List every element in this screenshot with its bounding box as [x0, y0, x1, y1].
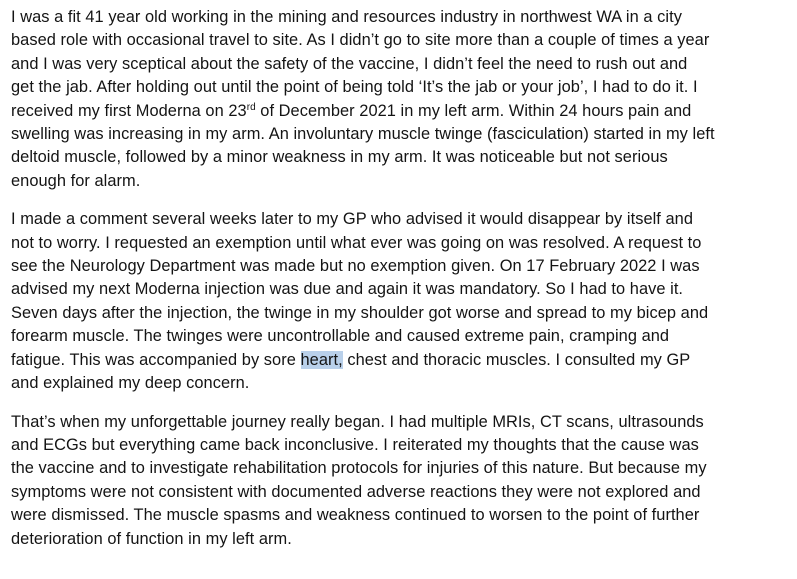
paragraph-line: [11, 349, 795, 372]
paragraph-3: [11, 411, 795, 551]
paragraph-gap: [11, 193, 795, 208]
paragraph-line: forearm muscle. The twinges were uncontrollable and caused extreme pain, cramping and: [11, 327, 670, 346]
paragraph-line: and I was very sceptical about the safety of the vaccine, I didn’t feel the need to rush out and: [11, 54, 688, 73]
paragraph-line: the vaccine and to investigate rehabilitation protocols for injuries of this nature. But because my: [11, 459, 707, 478]
paragraph-line: not to worry. I requested an exemption until what ever was going on was resolved. A request to: [11, 233, 702, 252]
paragraph-line: deltoid muscle, followed by a minor weakness in my arm. It was noticeable but not serious: [11, 148, 668, 167]
paragraph-line: swelling was increasing in my arm. An involuntary muscle twinge (fasciculation) started in my left: [11, 125, 715, 144]
paragraph-line: and explained my deep concern.: [11, 374, 250, 393]
paragraph-line: symptoms were not consistent with documented adverse reactions they were not explored and: [11, 482, 701, 501]
paragraph-1: [11, 6, 795, 193]
paragraph-line: see the Neurology Department was made but no exemption given. On 17 February 2022 I was: [11, 257, 700, 276]
paragraph-line: I made a comment several weeks later to my GP who advised it would disappear by itself and: [11, 210, 694, 229]
line-text: received my first Moderna on 23: [11, 101, 247, 120]
selected-text-highlight[interactable]: heart,: [300, 350, 343, 369]
line-text: fatigue. This was accompanied by sore: [11, 350, 301, 369]
paragraph-line: I was a fit 41 year old working in the mining and resources industry in northwest WA in a city: [11, 8, 682, 26]
paragraph-line: That’s when my unforgettable journey really began. I had multiple MRIs, CT scans, ultrasounds: [11, 412, 704, 431]
paragraph-gap: [11, 396, 795, 411]
paragraph-line: were dismissed. The muscle spasms and weakness continued to worsen to the point of further: [11, 506, 700, 525]
paragraph-2: [11, 208, 795, 395]
line-text: of December 2021 in my left arm. Within 24 hours pain and: [255, 101, 692, 120]
paragraph-line: enough for alarm.: [11, 171, 141, 190]
paragraph-line: based role with occasional travel to site. As I didn’t go to site more than a couple of times a year: [11, 31, 710, 50]
paragraph-line: and ECGs but everything came back inconclusive. I reiterated my thoughts that the cause was: [11, 435, 699, 454]
paragraph-line: get the jab. After holding out until the point of being told ‘It’s the jab or your job’, I had to do it. I: [11, 78, 698, 97]
ordinal-suffix: rd: [246, 101, 256, 113]
line-text: chest and thoracic muscles. I consulted my GP: [342, 350, 691, 369]
paragraph-line: deterioration of function in my left arm.: [11, 529, 292, 548]
paragraph-line: advised my next Moderna injection was due and again it was mandatory. So I had to have it.: [11, 280, 684, 299]
document-body: [11, 6, 795, 551]
paragraph-line: [11, 100, 795, 123]
paragraph-line: Seven days after the injection, the twinge in my shoulder got worse and spread to my bicep and: [11, 303, 709, 322]
